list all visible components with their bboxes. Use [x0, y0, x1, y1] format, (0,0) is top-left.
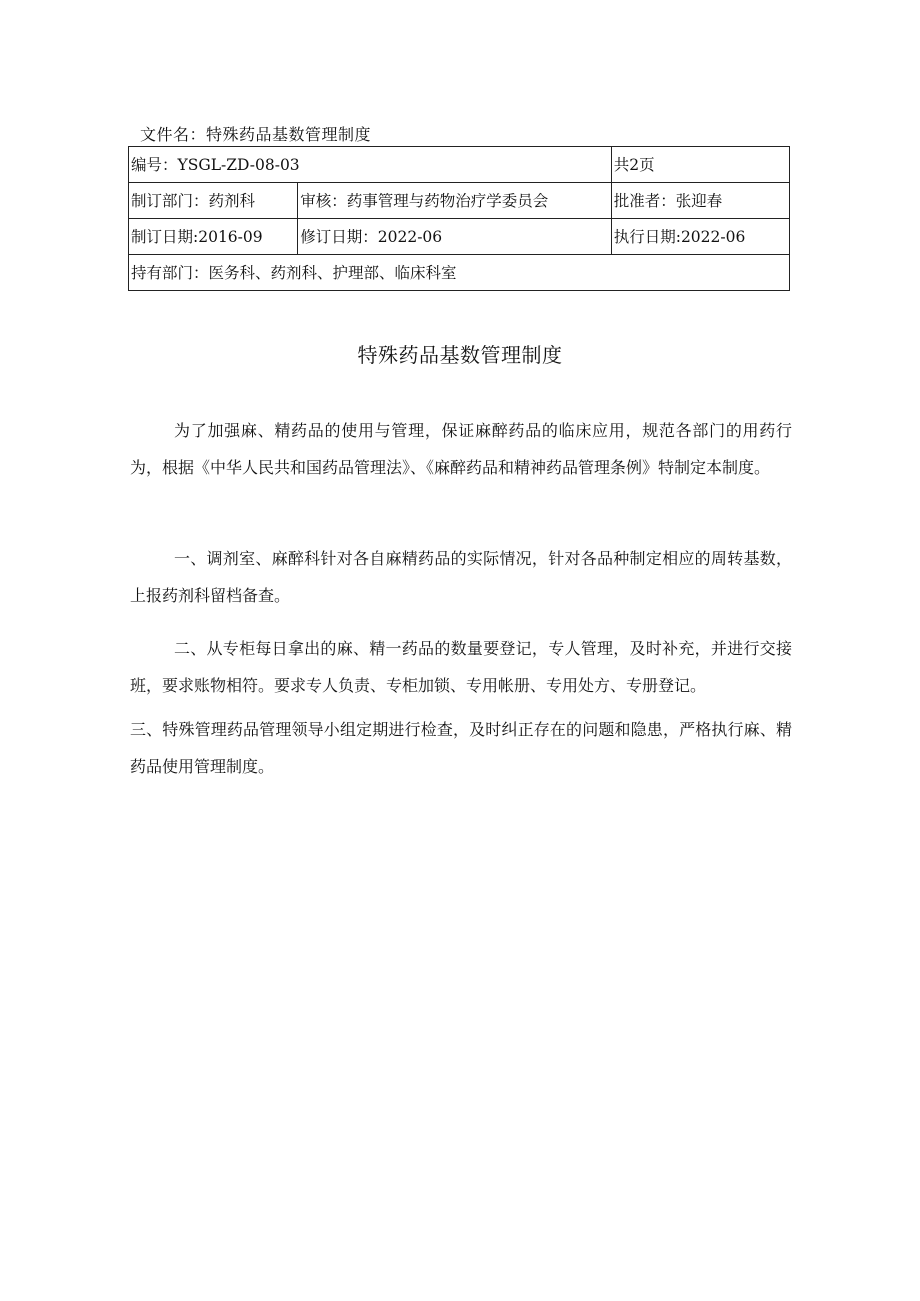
table-row	[129, 255, 790, 291]
reviewer-cell: 审核：药事管理与药物治疗学委员会	[298, 183, 611, 219]
table-row	[129, 147, 790, 183]
table-row	[129, 183, 790, 219]
file-name-label: 文件名：特殊药品基数管理制度	[140, 125, 372, 144]
document-title: 特殊药品基数管理制度	[357, 343, 563, 367]
document-info-table	[128, 146, 790, 291]
holder-departments-cell: 持有部门：医务科、药剂科、护理部、临床科室	[129, 255, 790, 291]
revised-date-cell: 修订日期：2022-06	[298, 219, 611, 255]
rule-paragraph-2: 二、从专柜每日拿出的麻、精一药品的数量要登记，专人管理，及时补充，并进行交接班，要求账物相符。要求专人负责、专柜加锁、专用帐册、专用处方、专册登记。	[130, 639, 792, 695]
approver-cell: 批准者：张迎春	[611, 183, 789, 219]
rule-paragraph-3: 三、特殊管理药品管理领导小组定期进行检查，及时纠正存在的问题和隐患，严格执行麻、精药品使用管理制度。	[130, 720, 792, 776]
document-code-cell: 编号：YSGL-ZD-08-03	[129, 147, 612, 183]
table-row	[129, 219, 790, 255]
department-cell: 制订部门：药剂科	[129, 183, 298, 219]
effective-date-cell: 执行日期:2022-06	[611, 219, 789, 255]
made-date-cell: 制订日期:2016-09	[129, 219, 298, 255]
page-count-cell: 共2页	[611, 147, 789, 183]
rule-paragraph-1: 一、调剂室、麻醉科针对各自麻精药品的实际情况，针对各品种制定相应的周转基数，上报药剂科留档备查。	[130, 549, 792, 605]
intro-paragraph: 为了加强麻、精药品的使用与管理，保证麻醉药品的临床应用，规范各部门的用药行为，根据《中华人民共和国药品管理法》、《麻醉药品和精神药品管理条例》特制定本制度。	[130, 421, 792, 477]
